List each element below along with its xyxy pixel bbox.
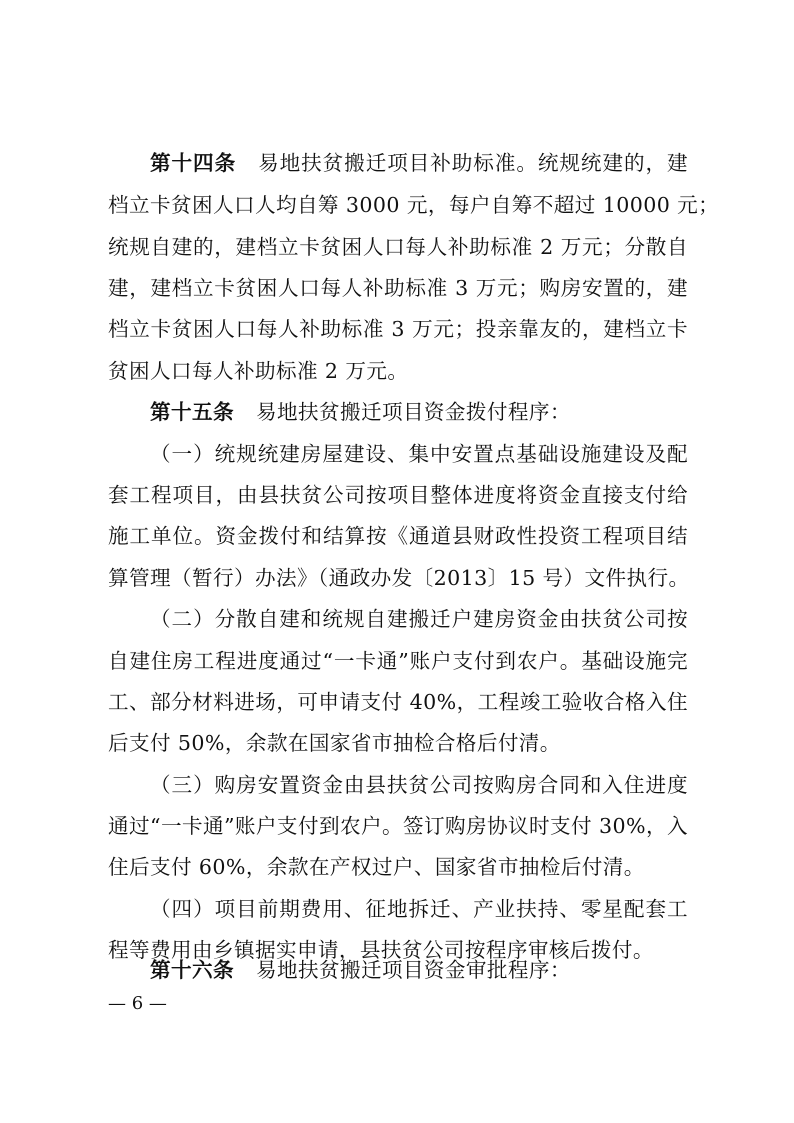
article-14-line: 档立卡贫困人口每人补助标准 3 万元；投亲靠友的，建档立卡 bbox=[108, 317, 688, 341]
article-14-line: 统规自建的，建档立卡贫困人口每人补助标准 2 万元；分散自 bbox=[108, 235, 688, 259]
article-14-line: 贫困人口每人补助标准 2 万元。 bbox=[108, 359, 409, 383]
page-number: — 6 — bbox=[108, 993, 167, 1014]
article-16-heading: 易地扶贫搬迁项目资金审批程序： bbox=[255, 958, 571, 982]
article-14-line: 档立卡贫困人口人均自筹 3000 元，每户自筹不超过 10000 元； bbox=[108, 193, 720, 217]
article-15-heading-line bbox=[150, 394, 688, 430]
article-15-item-1-line: 套工程项目，由县扶贫公司按项目整体进度将资金直接支付给 bbox=[108, 483, 688, 507]
article-14-text: 易地扶贫搬迁项目补助标准。统规统建的，建 bbox=[258, 151, 688, 175]
article-15-item-4-line: 程等费用由乡镇据实申请，县扶贫公司按程序审核后拨付。 bbox=[108, 938, 654, 962]
article-15-item-3-line: （三）购房安置资金由县扶贫公司按购房合同和入住进度 bbox=[150, 773, 688, 797]
article-15-item-2-line: 工、部分材料进场，可申请支付 40%，工程竣工验收合格入住 bbox=[108, 690, 688, 714]
article-15-heading: 易地扶贫搬迁项目资金拨付程序： bbox=[255, 400, 571, 424]
article-15-title: 第十五条 bbox=[150, 400, 234, 424]
article-15-item-1-line: 算管理（暂行）办法》（通政办发〔2013〕15 号）文件执行。 bbox=[108, 566, 690, 590]
article-16-title: 第十六条 bbox=[150, 958, 234, 982]
article-15-item-1-line: （一）统规统建房屋建设、集中安置点基础设施建设及配 bbox=[150, 442, 688, 466]
article-15-item-3-line: 通过“一卡通”账户支付到农户。签订购房协议时支付 30%，入 bbox=[108, 814, 688, 838]
article-15-item-4-line: （四）项目前期费用、征地拆迁、产业扶持、零星配套工 bbox=[150, 897, 688, 921]
article-15-item-2-line: 后支付 50%，余款在国家省市抽检合格后付清。 bbox=[108, 731, 561, 755]
article-15-item-1-line: 施工单位。资金拨付和结算按《通道县财政性投资工程项目结 bbox=[108, 524, 688, 548]
article-15-item-3-line: 住后支付 60%，余款在产权过户、国家省市抽检后付清。 bbox=[108, 855, 645, 879]
article-14-title: 第十四条 bbox=[150, 151, 237, 175]
article-15-item-2-line: 自建住房工程进度通过“一卡通”账户支付到农户。基础设施完 bbox=[108, 649, 688, 673]
article-15-item-2-line: （二）分散自建和统规自建搬迁户建房资金由扶贫公司按 bbox=[150, 607, 688, 631]
article-16-heading-line bbox=[150, 952, 688, 988]
article-14-first-line bbox=[150, 145, 688, 181]
article-14-line: 建，建档立卡贫困人口每人补助标准 3 万元；购房安置的，建 bbox=[108, 276, 688, 300]
